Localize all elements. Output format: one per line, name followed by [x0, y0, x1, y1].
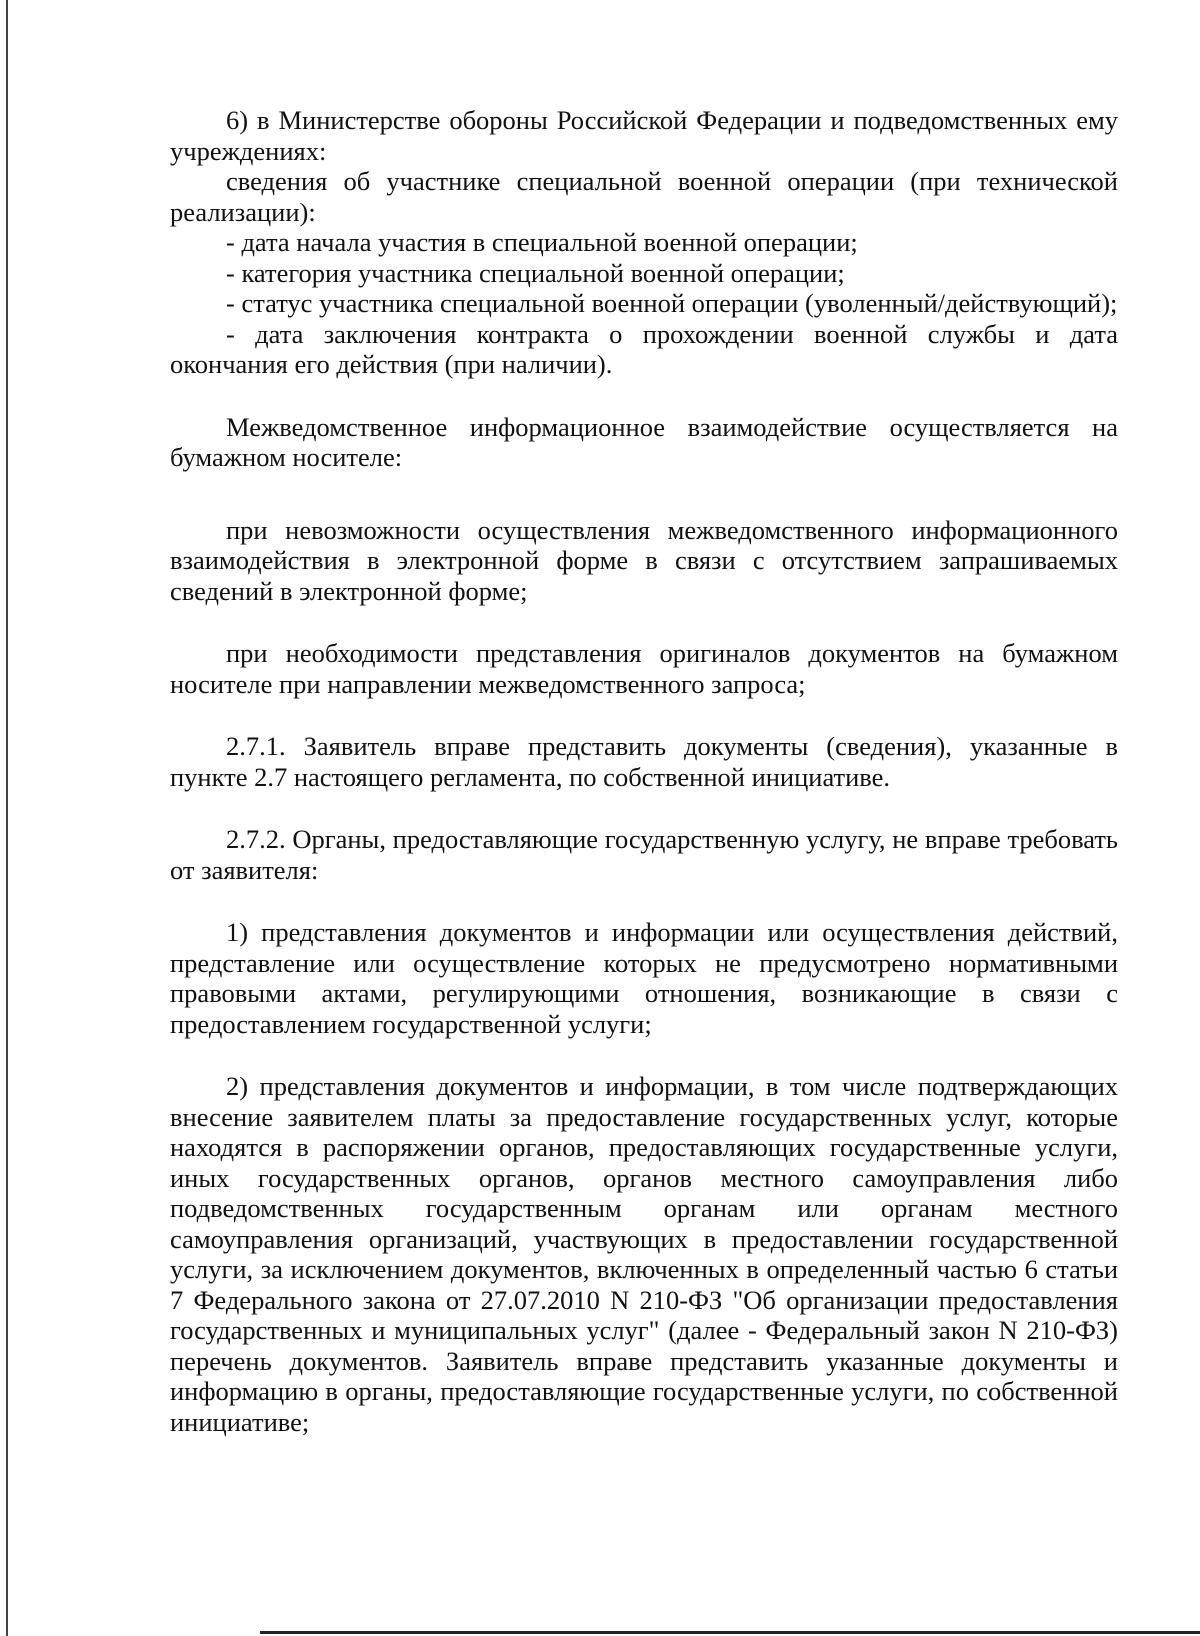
item-2-documents: 2) представления документов и информации, в том числе подтверждающих внесение заявителем платы за предоставление государственных услуг, которые находятся в распоряжении органов, предоставляющих государственные услуги, иных государственных органов, органов местного самоуправления либо подведомственных государственным органам или органам местного самоуправления организаций, участвующих в предоставлении государственной услуги, за исключением документов, включенных в определенный частью 6 статьи 7 Федерального закона от 27.07.2010 N 210-ФЗ "Об организации предоставления государственных и муниципальных услуг" (далее - Федеральный закон N 210-ФЗ) перечень документов. Заявитель вправе представить указанные документы и информацию в органы, предоставляющие государственные услуги, по собственной инициативе; — [170, 1071, 1118, 1437]
paragraph-originals-needed: при необходимости представления оригиналов документов на бумажном носителе при направлении межведомственного запроса; — [170, 638, 1118, 699]
paragraph-ministry-of-defense: 6) в Министерстве обороны Российской Федерации и подведомственных ему учреждениях: — [170, 105, 1118, 166]
list-item-contract-date: - дата заключения контракта о прохождении военной службы и дата окончания его действия (при наличии). — [170, 318, 1118, 379]
section-2-7-2: 2.7.2. Органы, предоставляющие государственную услугу, не вправе требовать от заявителя: — [170, 824, 1118, 885]
document-page — [170, 105, 1118, 1437]
paragraph-impossibility: при невозможности осуществления межведомственного информационного взаимодействия в электронной форме в связи с отсутствием запрашиваемых сведений в электронной форме; — [170, 514, 1118, 606]
list-item-start-date: - дата начала участия в специальной военной операции; — [226, 227, 858, 257]
scan-edge-left — [6, 0, 8, 1636]
section-2-7-1: 2.7.1. Заявитель вправе представить документы (сведения), указанные в пункте 2.7 настоящего регламента, по собственной инициативе. — [170, 731, 1118, 792]
paragraph-svo-participant-info: сведения об участнике специальной военной операции (при технической реализации): — [170, 166, 1118, 227]
list-item-category: - категория участника специальной военной операции; — [226, 257, 845, 288]
paragraph-paper-interaction: Межведомственное информационное взаимодействие осуществляется на бумажном носителе: — [170, 411, 1118, 472]
item-1-documents: 1) представления документов и информации или осуществления действий, представление или осуществление которых не предусмотрено нормативными правовыми актами, регулирующими отношения, возникающие в связи с предоставлением государственной услуги; — [170, 917, 1118, 1039]
scan-edge-bottom — [260, 1631, 1200, 1634]
list-item-status: - статус участника специальной военной операции (уволенный/действующий); — [226, 288, 1118, 318]
